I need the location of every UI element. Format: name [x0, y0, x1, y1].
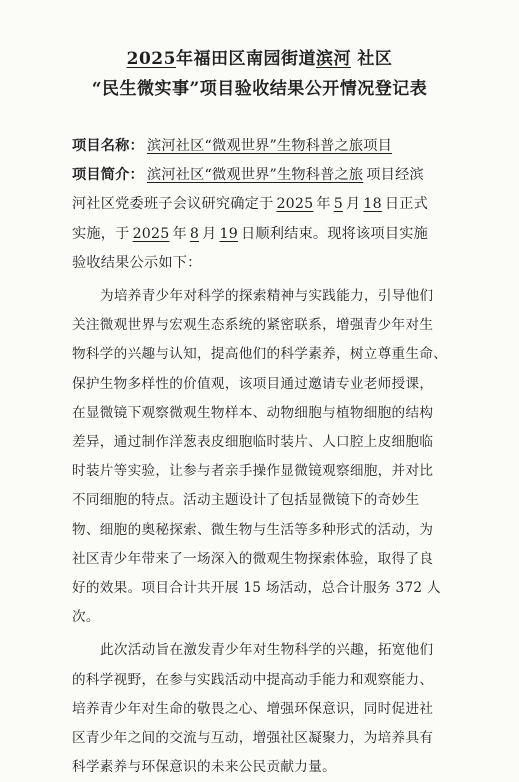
- paragraph-line: 的科学视野，在参与实践活动中提高动手能力和观察能力、: [72, 671, 434, 688]
- title-year: 2025: [126, 49, 176, 69]
- start-day: 18: [363, 196, 382, 213]
- project-intro-row: [72, 161, 452, 190]
- end-month: 8: [189, 225, 200, 242]
- paragraph-line: 次。: [72, 609, 100, 626]
- title-line-2: “民生微实事”项目验收结果公开情况登记表: [91, 79, 428, 99]
- project-intro-line-4: 验收结果公示如下：: [72, 254, 202, 271]
- project-name-label: 项目名称：: [72, 138, 144, 154]
- intro-text: 实施，于: [72, 225, 130, 242]
- paragraph-line: 差异，通过制作洋葱表皮细胞临时装片、人口腔上皮细胞临: [72, 434, 434, 451]
- paragraph-line: 培养青少年对生命的敬畏之心、增强环保意识，同时促进社: [72, 700, 434, 717]
- paragraph-line: 在显微镜下观察微观生物样本、动物细胞与植物细胞的结构: [72, 404, 434, 421]
- document-body: [72, 132, 452, 782]
- year-char: 年: [316, 196, 331, 213]
- paragraph-line: 保护生物多样性的价值观，该项目通过邀请专业老师授课，: [72, 375, 434, 392]
- project-intro-line-2: [72, 190, 452, 219]
- intro-text: 日正式: [384, 196, 428, 213]
- start-month: 5: [333, 196, 343, 213]
- month-char: 月: [345, 196, 361, 213]
- end-day: 19: [219, 225, 238, 242]
- title-district: 年福田区南园街道: [175, 49, 316, 69]
- paragraph-line: 区青少年之间的交流与互动，增强社区凝聚力，为培养具有: [72, 730, 434, 747]
- project-intro-label: 项目简介：: [72, 167, 144, 184]
- paragraph-line: 好的效果。项目合计共开展 15 场活动，总合计服务 372 人: [72, 580, 441, 597]
- project-intro-line-3: [72, 220, 452, 249]
- paragraph-line: 社区青少年带来了一场深入的微观生物探索体验，取得了良: [72, 550, 434, 567]
- project-name-row: [72, 132, 452, 161]
- project-name-value: 滨河社区“微观世界”生物科普之旅项目: [146, 138, 393, 154]
- title-community: 社区: [357, 49, 393, 69]
- start-year: 2025: [276, 196, 314, 213]
- paragraph-line: 此次活动旨在激发青少年对生物科学的兴趣，拓宽他们: [100, 642, 434, 659]
- document-title: [0, 44, 519, 104]
- paragraph-line: 物、细胞的奥秘探索、微生物与生活等多种形式的活动，为: [72, 521, 434, 538]
- project-intro-value: 滨河社区“微观世界”生物科普之旅: [146, 167, 364, 184]
- paragraph-line: 时装片等实验，让参与者亲手操作显微镜观察细胞，并对比: [72, 463, 434, 480]
- title-line-1: [0, 44, 519, 74]
- month-char: 月: [202, 225, 217, 242]
- project-intro-after: 项目经滨: [366, 167, 424, 184]
- paragraph-2: [72, 636, 452, 782]
- title-street: 滨河: [315, 49, 351, 69]
- intro-text: 河社区党委班子会议研究确定于: [72, 196, 274, 213]
- end-year: 2025: [132, 225, 170, 242]
- paragraph-line: 科学素养与环保意识的未来公民贡献力量。: [72, 759, 336, 776]
- year-char: 年: [172, 225, 187, 242]
- paragraph-line: 物科学的兴趣与认知，提高他们的科学素养，树立尊重生命、: [72, 346, 448, 363]
- paragraph-line: 关注微观世界与宏观生态系统的紧密联系，增强青少年对生: [72, 317, 434, 334]
- paragraph-1: [72, 282, 452, 632]
- paragraph-line: 为培养青少年对科学的探索精神与实践能力，引导他们: [100, 288, 434, 305]
- paragraph-line: 不同细胞的特点。活动主题设计了包括显微镜下的奇妙生: [72, 492, 420, 509]
- intro-text: 日顺利结束。现将该项目实施: [240, 225, 428, 242]
